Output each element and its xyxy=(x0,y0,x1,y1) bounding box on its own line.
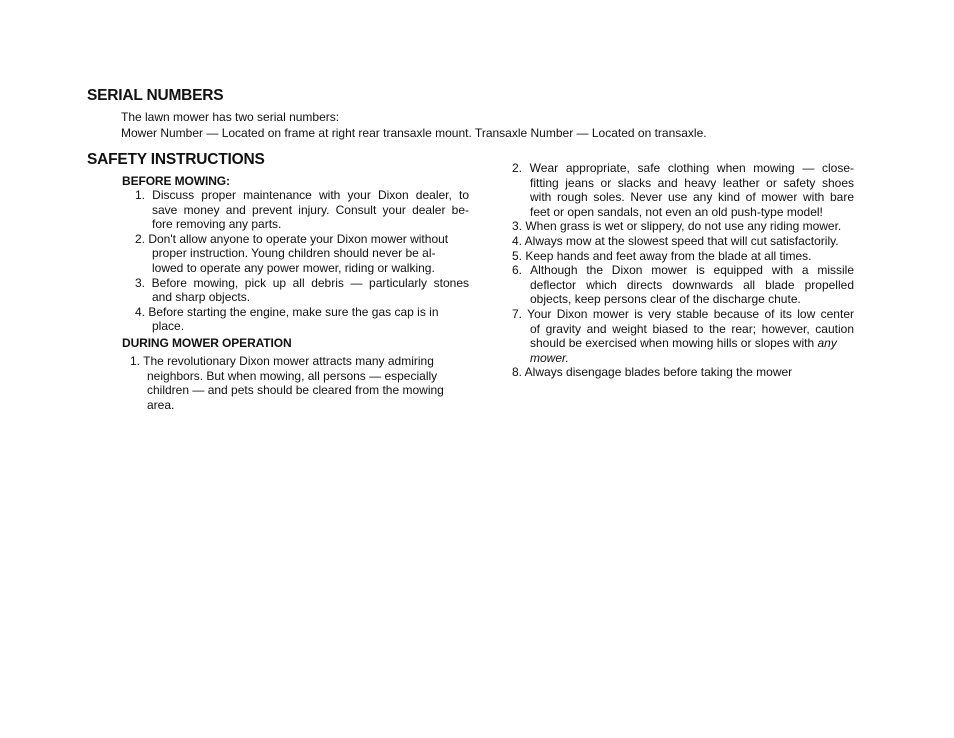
during-item-7-line-3 xyxy=(530,336,854,351)
during-item-7-line-2: of gravity and weight biased to the rear; however, caution xyxy=(530,321,854,336)
serial-numbers-intro: The lawn mower has two serial numbers: xyxy=(121,110,340,124)
during-item-7-italic-word: any xyxy=(817,336,837,351)
before-item-1-line-2: save money and prevent injury. Consult your dealer be- xyxy=(152,202,469,217)
during-item-2-line-2: fitting jeans or slacks and heavy leather or safety shoes xyxy=(530,175,854,190)
during-mower-operation-heading: DURING MOWER OPERATION xyxy=(122,336,292,350)
before-item-1-line-3: fore removing any parts. xyxy=(152,217,282,232)
during-item-1 xyxy=(130,354,470,412)
during-item-8: 8. Always disengage blades before taking the mower xyxy=(512,365,793,380)
serial-numbers-locations: Mower Number — Located on frame at right rear transaxle mount. Transaxle Number — Located on transaxle. xyxy=(121,126,707,140)
before-item-4-line-2: place. xyxy=(152,319,185,334)
during-item-1-line-1: 1. The revolutionary Dixon mower attracts many admiring xyxy=(130,354,434,368)
during-item-1-line-2: neighbors. But when mowing, all persons — especially xyxy=(147,368,438,383)
during-item-2-line-1: 2. Wear appropriate, safe clothing when mowing — close- xyxy=(512,161,854,175)
during-items-right-column xyxy=(512,161,854,380)
during-item-7-line-3-text: should be exercised when mowing hills or slopes with xyxy=(530,336,815,351)
before-mowing-list xyxy=(135,188,469,334)
safety-instructions-heading: SAFETY INSTRUCTIONS xyxy=(87,151,265,168)
before-item-2-line-2: proper instruction. Young children should never be al- xyxy=(152,246,436,261)
during-item-2-line-3: with rough soles. Never use any kind of mower with bare xyxy=(530,190,854,205)
during-item-7-line-1: 7. Your Dixon mower is very stable because of its low center xyxy=(512,306,854,321)
during-item-7-line-4: mower. xyxy=(530,350,569,365)
during-item-4: 4. Always mow at the slowest speed that will cut satisfactorily. xyxy=(512,233,839,248)
serial-numbers-heading: SERIAL NUMBERS xyxy=(87,87,224,104)
during-item-6-line-1: 6. Although the Dixon mower is equipped with a missile xyxy=(512,263,854,278)
during-item-5: 5. Keep hands and feet away from the blade at all times. xyxy=(512,248,812,263)
during-item-1-line-3: children — and pets should be cleared from the mowing xyxy=(147,383,444,398)
before-item-2-line-3: lowed to operate any power mower, riding or walking. xyxy=(152,260,435,275)
before-mowing-heading: BEFORE MOWING: xyxy=(122,174,230,188)
during-item-1-line-4: area. xyxy=(147,397,175,412)
during-item-6-line-2: deflector which directs downwards all blade propelled xyxy=(530,277,854,292)
during-item-6-line-3: objects, keep persons clear of the discharge chute. xyxy=(530,292,801,307)
before-item-1-line-1: 1. Discuss proper maintenance with your Dixon dealer, to xyxy=(135,188,469,202)
before-item-2-line-1: 2. Don't allow anyone to operate your Dixon mower without xyxy=(135,231,449,246)
during-item-3: 3. When grass is wet or slippery, do not use any riding mower. xyxy=(512,219,842,234)
before-item-3-line-2: and sharp objects. xyxy=(152,290,251,305)
during-item-2-line-4: feet or open sandals, not even an old push-type model! xyxy=(530,204,823,219)
before-item-3-line-1: 3. Before mowing, pick up all debris — particularly stones xyxy=(135,275,469,290)
before-item-4-line-1: 4. Before starting the engine, make sure the gas cap is in xyxy=(135,304,439,319)
